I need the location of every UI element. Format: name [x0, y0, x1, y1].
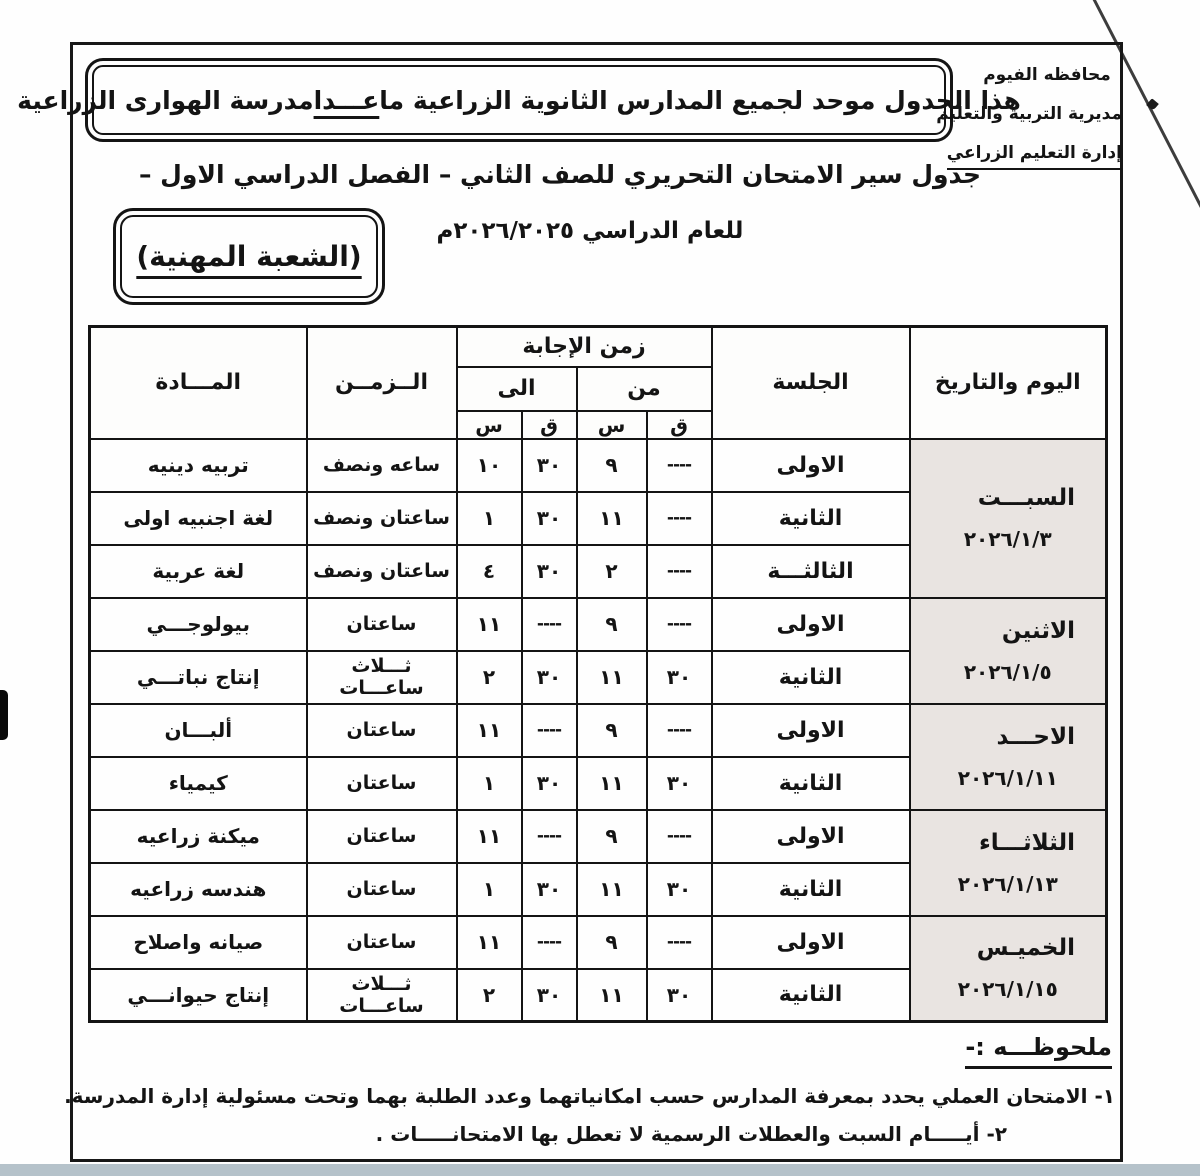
banner-text-pre: هذا الجدول موحد لجميع المدارس الثانوية الزراعية ما [379, 85, 1021, 115]
from-minutes-cell: ---- [647, 810, 712, 863]
division-badge-box [113, 208, 385, 305]
schedule-row [90, 916, 1107, 969]
session-cell: الثانية [712, 969, 910, 1022]
from-hours-cell: ٩ [577, 916, 647, 969]
to-minutes-cell: ---- [522, 598, 577, 651]
subject-cell: لغة اجنبيه اولى [90, 492, 307, 545]
day-date: ٢٠٢٦/١/١٣ [957, 871, 1058, 896]
day-date-cell [910, 598, 1107, 704]
duration-cell: ساعتان [307, 916, 457, 969]
from-minutes-cell: ---- [647, 598, 712, 651]
subject-cell: لغة عربية [90, 545, 307, 598]
duration-cell: ساعتان [307, 598, 457, 651]
division-badge: (الشعبة المهنية) [120, 215, 378, 298]
subject-cell: كيمياء [90, 757, 307, 810]
header-from-hours: س [577, 411, 647, 439]
from-minutes-cell: ---- [647, 704, 712, 757]
day-name: الاحـــد [996, 723, 1076, 750]
session-cell: الثانية [712, 651, 910, 704]
from-hours-cell: ١١ [577, 863, 647, 916]
document-title: جدول سير الامتحان التحريري للصف الثاني – الفصل الدراسي الاول – [138, 160, 982, 189]
day-date: ٢٠٢٦/١/٥ [963, 659, 1052, 684]
subject-cell: بيولوجـــي [90, 598, 307, 651]
to-hours-cell: ١٠ [457, 439, 522, 492]
subject-cell: إنتاج نباتـــي [90, 651, 307, 704]
from-hours-cell: ١١ [577, 757, 647, 810]
duration-cell: ساعتان ونصف [307, 492, 457, 545]
header-to-minutes: ق [522, 411, 577, 439]
session-cell: الاولى [712, 810, 910, 863]
to-minutes-cell: ---- [522, 810, 577, 863]
session-cell: الثانية [712, 492, 910, 545]
to-hours-cell: ٤ [457, 545, 522, 598]
day-date: ٢٠٢٦/١/٣ [963, 527, 1052, 551]
from-hours-cell: ١١ [577, 492, 647, 545]
notes-heading: ملحوظـــه :- [965, 1033, 1112, 1069]
duration-cell: ساعتان [307, 704, 457, 757]
to-minutes-cell: ٣٠ [522, 651, 577, 704]
banner-text-post: مدرسة الهوارى الزراعية [17, 85, 314, 115]
to-hours-cell: ١ [457, 492, 522, 545]
day-date: ٢٠٢٦/١/١١ [957, 765, 1058, 790]
to-minutes-cell: ٣٠ [522, 757, 577, 810]
subject-cell: تربيه دينيه [90, 439, 307, 492]
note-item: ٢- أيـــــام السبت والعطلات الرسمية لا تعطل بها الامتحانـــــات . [375, 1122, 1007, 1146]
day-date-cell [910, 704, 1107, 810]
to-hours-cell: ١١ [457, 598, 522, 651]
subject-cell: هندسه زراعيه [90, 863, 307, 916]
day-name: الاثنين [1001, 617, 1076, 644]
banner-text-underlined: عـــدا [313, 85, 380, 115]
from-hours-cell: ٩ [577, 810, 647, 863]
exam-schedule-table [88, 325, 1108, 1023]
day-date: ٢٠٢٦/١/١٥ [957, 977, 1058, 1002]
session-cell: الثانية [712, 757, 910, 810]
session-cell: الاولى [712, 704, 910, 757]
from-minutes-cell: ---- [647, 916, 712, 969]
to-minutes-cell: ٣٠ [522, 492, 577, 545]
day-name: الثلاثـــاء [979, 829, 1076, 856]
scan-bottom-strip-artifact [0, 1164, 1200, 1176]
from-hours-cell: ٢ [577, 545, 647, 598]
header-answer-time: زمن الإجابة [457, 327, 712, 367]
duration-cell: ساعتان ونصف [307, 545, 457, 598]
subject-cell: إنتاج حيوانـــي [90, 969, 307, 1022]
schedule-row [90, 810, 1107, 863]
governorate-line: محافظه الفيوم [983, 65, 1111, 85]
scan-edge-mark-artifact [0, 690, 8, 740]
from-hours-cell: ١١ [577, 651, 647, 704]
session-cell: الاولى [712, 439, 910, 492]
unified-schedule-banner [17, 58, 1021, 142]
session-cell: الاولى [712, 916, 910, 969]
to-hours-cell: ١ [457, 863, 522, 916]
from-hours-cell: ٩ [577, 598, 647, 651]
subject-cell: صيانه واصلاح [90, 916, 307, 969]
to-hours-cell: ١ [457, 757, 522, 810]
from-minutes-cell: ٣٠ [647, 651, 712, 704]
schedule-row [90, 598, 1107, 651]
schedule-row [90, 704, 1107, 757]
duration-cell: ساعتان [307, 863, 457, 916]
session-cell: الثالثـــة [712, 545, 910, 598]
duration-cell: ساعه ونصف [307, 439, 457, 492]
day-date-cell [910, 439, 1107, 598]
to-minutes-cell: ٣٠ [522, 439, 577, 492]
from-minutes-cell: ---- [647, 545, 712, 598]
administration-line: إدارة التعليم الزراعي [972, 134, 1122, 173]
header-duration: الــزمــن [307, 327, 457, 439]
header-to-hours: س [457, 411, 522, 439]
from-minutes-cell: ٣٠ [647, 863, 712, 916]
day-name: الخميـس [976, 935, 1076, 962]
to-hours-cell: ١١ [457, 704, 522, 757]
to-hours-cell: ٢ [457, 651, 522, 704]
subject-cell: ألبـــان [90, 704, 307, 757]
to-minutes-cell: ---- [522, 704, 577, 757]
to-hours-cell: ٢ [457, 969, 522, 1022]
header-from: من [577, 367, 712, 411]
academic-year-subtitle: للعام الدراسي ٢٠٢٦/٢٠٢٥م [436, 218, 744, 244]
to-minutes-cell: ٣٠ [522, 969, 577, 1022]
to-hours-cell: ١١ [457, 810, 522, 863]
header-to: الى [457, 367, 577, 411]
duration-cell: ساعتان [307, 757, 457, 810]
duration-cell: ثـــلاث ساعـــات [307, 651, 457, 704]
day-date-cell [910, 916, 1107, 1022]
header-subject: المـــادة [90, 327, 307, 439]
day-name: السبـــت [977, 485, 1076, 511]
header-from-minutes: ق [647, 411, 712, 439]
header-day-date: اليوم والتاريخ [910, 327, 1107, 439]
day-date-cell [910, 810, 1107, 916]
from-minutes-cell: ---- [647, 492, 712, 545]
header-session: الجلسة [712, 327, 910, 439]
to-minutes-cell: ٣٠ [522, 863, 577, 916]
schedule-row [90, 439, 1107, 492]
banner-text [17, 65, 1021, 135]
duration-cell: ساعتان [307, 810, 457, 863]
from-minutes-cell: ٣٠ [647, 969, 712, 1022]
to-minutes-cell: ٣٠ [522, 545, 577, 598]
note-item: ١- الامتحان العملي يحدد بمعرفة المدارس حسب امكانياتهما وعدد الطلبة بهما وتحت مسئولية إدارة المدرسة. [64, 1084, 1115, 1108]
session-cell: الاولى [712, 598, 910, 651]
to-hours-cell: ١١ [457, 916, 522, 969]
session-cell: الثانية [712, 863, 910, 916]
subject-cell: ميكنة زراعيه [90, 810, 307, 863]
directorate-line: مديرية التربية والتعليم [936, 104, 1122, 124]
duration-cell: ثـــلاث ساعـــات [307, 969, 457, 1022]
from-minutes-cell: ٣٠ [647, 757, 712, 810]
from-hours-cell: ٩ [577, 439, 647, 492]
from-hours-cell: ١١ [577, 969, 647, 1022]
to-minutes-cell: ---- [522, 916, 577, 969]
from-minutes-cell: ---- [647, 439, 712, 492]
from-hours-cell: ٩ [577, 704, 647, 757]
